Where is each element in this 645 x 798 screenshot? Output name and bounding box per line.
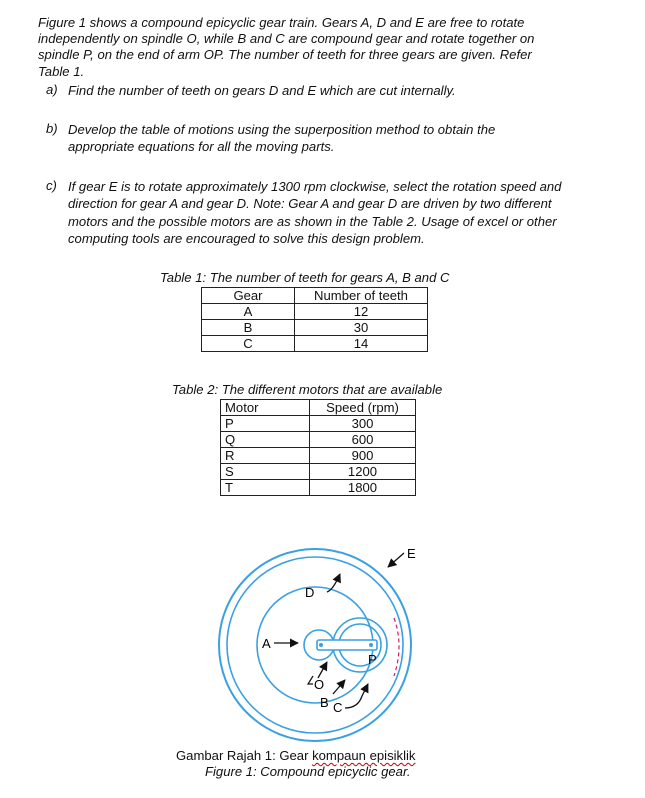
question-b-label: b) (46, 121, 58, 136)
arrow-o-hook (308, 676, 313, 684)
arm-op (317, 640, 377, 650)
label-b: B (320, 695, 329, 710)
table1 (201, 287, 428, 352)
table2-motor-cell: T (221, 480, 310, 496)
question-c-text (68, 178, 638, 247)
table2-motor-cell: Q (221, 432, 310, 448)
label-a: A (262, 636, 271, 651)
question-b-line: Develop the table of motions using the superposition method to obtain the (68, 122, 496, 137)
table-row (202, 304, 428, 320)
label-p: P (368, 652, 377, 667)
table1-gear-cell: A (202, 304, 295, 320)
table2 (220, 399, 416, 496)
gear-d-circle (257, 587, 373, 703)
table1-header-row (202, 288, 428, 304)
intro-line: Table 1. (38, 63, 85, 79)
table-row (221, 464, 416, 480)
question-b-text (68, 121, 628, 156)
table2-caption: Table 2: The different motors that are available (172, 382, 443, 397)
table1-teeth-cell: 12 (295, 304, 428, 320)
table-row (221, 416, 416, 432)
table1-teeth-cell: 14 (295, 336, 428, 352)
arrow-c (345, 684, 368, 708)
arrow-o (318, 662, 327, 678)
label-o: O (314, 677, 325, 692)
arrow-e (388, 553, 404, 567)
table2-motor-cell: R (221, 448, 310, 464)
spindle-o-dot (319, 643, 323, 647)
gear-c-circle (339, 624, 381, 666)
table-row (221, 480, 416, 496)
arrow-d (327, 574, 340, 592)
arrow-b (333, 680, 345, 694)
question-a-line: Find the number of teeth on gears D and E which are cut internally. (68, 83, 456, 98)
table1-header-gear: Gear (202, 288, 295, 304)
table1-caption: Table 1: The number of teeth for gears A, B and C (160, 270, 450, 285)
figure-caption-english: Figure 1: Compound epicyclic gear. (205, 764, 411, 779)
question-a-text (68, 82, 628, 99)
gear-a-circle (304, 630, 334, 660)
label-c: C (333, 700, 343, 715)
table-row (221, 448, 416, 464)
label-d: D (305, 585, 315, 600)
question-c-line: computing tools are encouraged to solve this design problem. (68, 230, 425, 246)
table2-speed-cell: 1800 (310, 480, 416, 496)
question-b-line: appropriate equations for all the moving parts. (68, 139, 335, 155)
table2-header-speed: Speed (rpm) (310, 400, 416, 416)
question-c-line: motors and the possible motors are as shown in the Table 2. Usage of excel or other (68, 213, 557, 229)
question-c-line: direction for gear A and gear D. Note: Gear A and gear D are driven by two different (68, 196, 552, 212)
intro-line: independently on spindle O, while B and C are compound gear and rotate together on (38, 31, 535, 47)
table1-header-teeth: Number of teeth (295, 288, 428, 304)
figure-caption-malay-underlined: kompaun episiklik (312, 748, 416, 763)
spindle-p-dot (369, 643, 373, 647)
table2-speed-cell: 600 (310, 432, 416, 448)
table2-speed-cell: 300 (310, 416, 416, 432)
table-row (221, 432, 416, 448)
figure-caption-malay (176, 748, 415, 763)
table1-teeth-cell: 30 (295, 320, 428, 336)
intro-paragraph (38, 15, 638, 80)
question-c-line: If gear E is to rotate approximately 1300 rpm clockwise, select the rotation speed and (68, 179, 562, 194)
table1-gear-cell: C (202, 336, 295, 352)
pitch-line-dashed (394, 618, 399, 676)
table2-motor-cell: S (221, 464, 310, 480)
table2-speed-cell: 900 (310, 448, 416, 464)
figure-caption-malay-prefix: Gambar Rajah 1: Gear (176, 748, 313, 763)
table2-speed-cell: 1200 (310, 464, 416, 480)
intro-line: Figure 1 shows a compound epicyclic gear train. Gears A, D and E are free to rotate (38, 15, 525, 30)
question-c-label: c) (46, 178, 57, 193)
gear-e-inner-circle (227, 557, 403, 733)
table2-header-motor: Motor (221, 400, 310, 416)
gear-e-outer-circle (219, 549, 411, 741)
intro-line: spindle P, on the end of arm OP. The number of teeth for three gears are given. Refer (38, 47, 532, 63)
question-a-label: a) (46, 82, 58, 97)
label-e: E (407, 546, 416, 561)
table2-header-row (221, 400, 416, 416)
table1-gear-cell: B (202, 320, 295, 336)
table-row (202, 336, 428, 352)
table2-motor-cell: P (221, 416, 310, 432)
table-row (202, 320, 428, 336)
gear-b-circle (333, 618, 387, 672)
